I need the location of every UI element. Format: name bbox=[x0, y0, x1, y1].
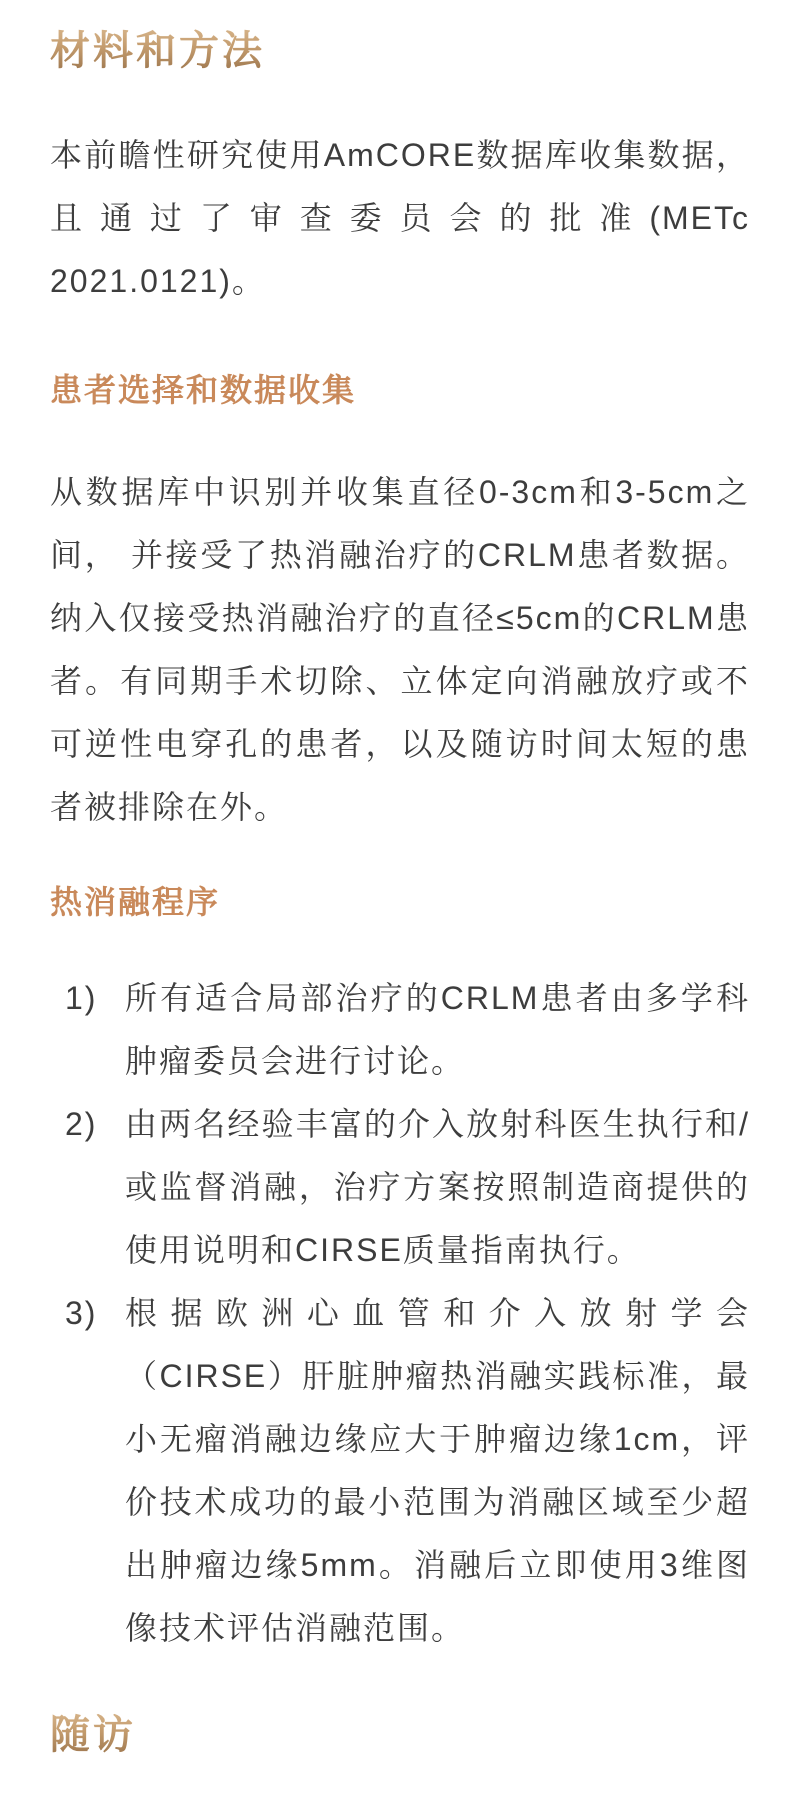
section-heading-follow-up: 随访 bbox=[50, 1710, 750, 1760]
list-item bbox=[65, 1282, 750, 1660]
section-heading-materials-methods: 材料和方法 bbox=[50, 26, 750, 76]
list-item-marker: 2) bbox=[65, 1106, 98, 1142]
list-item-marker: 3) bbox=[65, 1295, 98, 1331]
list-item-text: 根据欧洲心血管和介入放射学会（CIRSE）肝脏肿瘤热消融实践标准，最小无瘤消融边缘应大于肿瘤边缘1cm，评价技术成功的最小范围为消融区域至少超出肿瘤边缘5mm。消融后立即使用3维图像技术评估消融范围。 bbox=[125, 1295, 750, 1646]
list-item bbox=[65, 1093, 750, 1282]
paragraph-study-database: 本前瞻性研究使用AmCORE数据库收集数据，且通过了审查委员会的批准(METc 2021.0121)。 bbox=[50, 137, 750, 299]
list-item-text: 由两名经验丰富的介入放射科医生执行和/或监督消融，治疗方案按照制造商提供的使用说明和CIRSE质量指南执行。 bbox=[125, 1106, 750, 1268]
ablation-steps-list bbox=[50, 967, 750, 1660]
list-item-text: 所有适合局部治疗的CRLM患者由多学科肿瘤委员会进行讨论。 bbox=[125, 980, 750, 1079]
paragraph-patient-selection: 从数据库中识别并收集直径0-3cm和3-5cm之间， 并接受了热消融治疗的CRLM患者数据。纳入仅接受热消融治疗的直径≤5cm的CRLM患者。有同期手术切除、立体定向消融放疗或不可逆性电穿孔的患者，以及随访时间太短的患者被排除在外。 bbox=[50, 474, 750, 825]
list-item bbox=[65, 967, 750, 1093]
list-item-marker: 1) bbox=[65, 980, 98, 1016]
subsection-heading-patient-selection: 患者选择和数据收集 bbox=[50, 372, 357, 408]
subsection-heading-thermal-ablation-procedure: 热消融程序 bbox=[50, 884, 221, 920]
